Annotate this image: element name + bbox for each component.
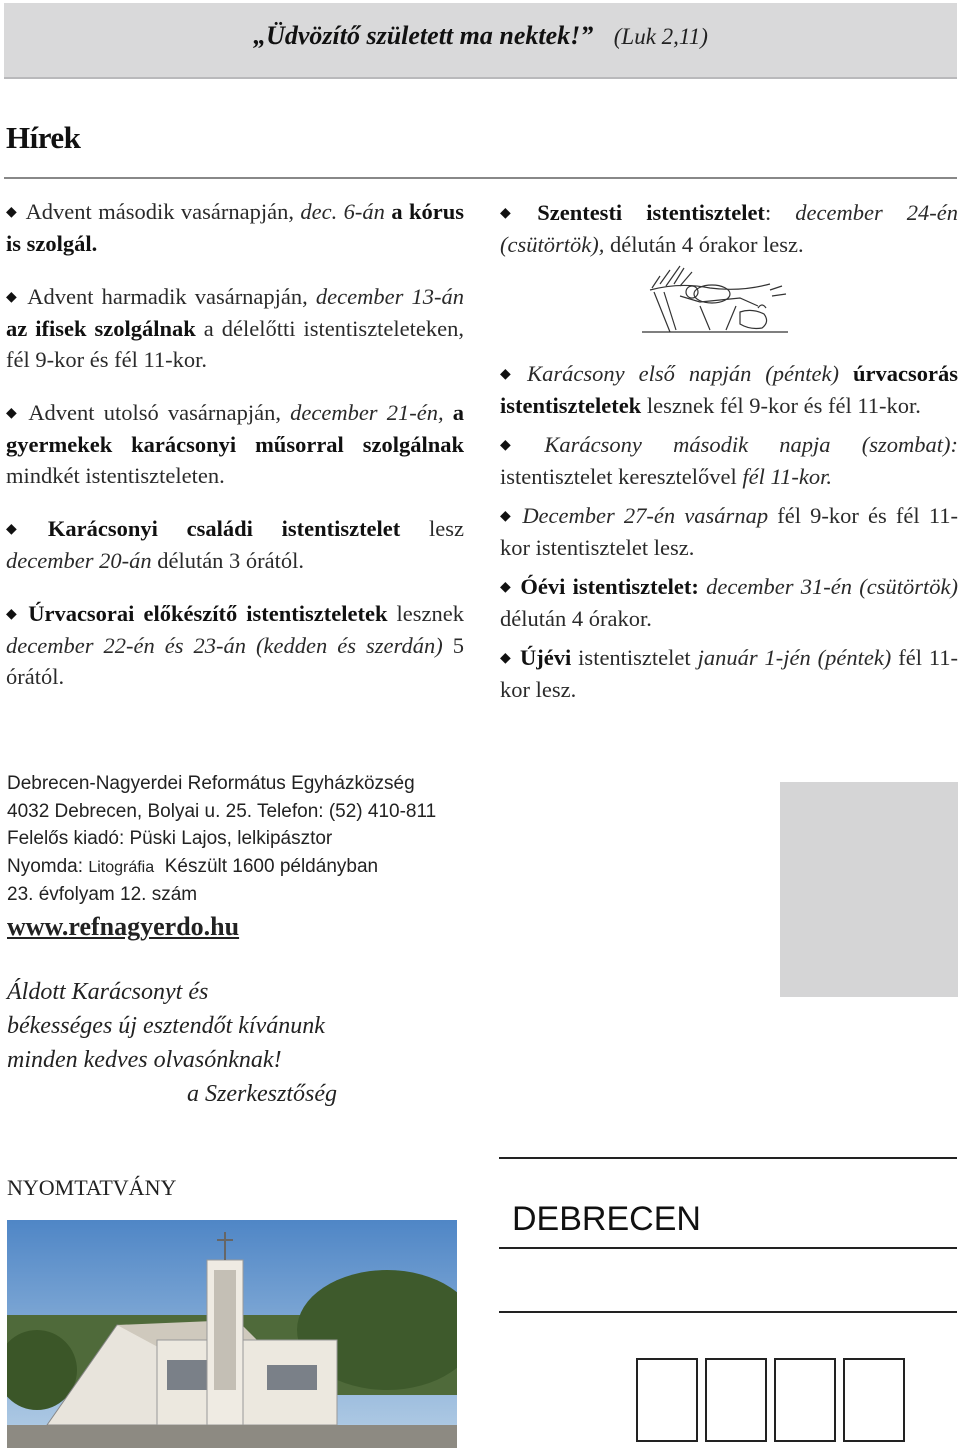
address-line (499, 1157, 957, 1159)
greeting-message (7, 975, 427, 1111)
diamond-bullet-icon: ◆ (500, 651, 513, 666)
greeting-line: minden kedves olvasónknak! (7, 1047, 282, 1073)
church-photo (7, 1220, 457, 1448)
postal-code-box[interactable] (636, 1358, 698, 1442)
form-label: NYOMTATVÁNY (7, 1175, 177, 1200)
quote-banner (4, 3, 957, 79)
banner-quote: „Üdvözítő született ma nektek!” (253, 21, 594, 50)
diamond-bullet-icon: ◆ (500, 509, 515, 524)
news-item: ◆ Karácsony második napja (szombat): istentisztelet keresztelővel fél 11-kor. (500, 432, 958, 489)
news-item: ◆ Advent második vasárnapján, dec. 6-án a kórus is szolgál. (6, 199, 464, 256)
diamond-bullet-icon: ◆ (6, 607, 21, 622)
imprint-line: Debrecen-Nagyerdei Református Egyházközség (7, 773, 415, 794)
imprint-line: Felelős kiadó: Püski Lajos, lelkipásztor (7, 828, 333, 849)
news-item: ◆ Szentesti istentisztelet: december 24-én (csütörtök), délután 4 órakor lesz. (500, 200, 958, 257)
imprint-line: 4032 Debrecen, Bolyai u. 25. Telefon: (52) 410-811 (7, 800, 437, 822)
imprint-line: 23. évfolyam 12. szám (7, 884, 198, 905)
banner-text (4, 21, 957, 51)
address-city: DEBRECEN (512, 1200, 701, 1238)
manger-sketch-icon (640, 262, 790, 338)
news-item: ◆ Advent harmadik vasárnapján, december 13-án az ifisek szolgálnak a délelőtti istentiszteleteken, fél 9-kor és fél 11-kor. (6, 284, 465, 372)
address-line (499, 1247, 957, 1249)
banner-reference: (Luk 2,11) (613, 24, 708, 49)
imprint-line: Nyomda: Litográfia Készült 1600 példányban (7, 855, 379, 877)
news-item: ◆ Óévi istentisztelet: december 31-én (csütörtök) délután 4 órakor. (500, 574, 958, 631)
news-item: ◆ Advent utolsó vasárnapján, december 21-én, a gyermekek karácsonyi műsorral szolgálnak mindkét istentiszteleten. (6, 400, 464, 488)
diamond-bullet-icon: ◆ (500, 367, 520, 382)
news-item: ◆ Karácsony első napján (péntek) úrvacsorás istentiszteletek lesznek fél 9-kor és fél 11-kor. (500, 361, 958, 418)
news-column-left (6, 196, 464, 714)
postage-stamp-area (780, 782, 958, 997)
news-item: ◆ Úrvacsorai előkészítő istentiszteletek lesznek december 22-én és 23-án (kedden és szerdán) 5 órától. (6, 601, 464, 689)
website-link[interactable]: www.refnagyerdo.hu (7, 912, 240, 941)
diamond-bullet-icon: ◆ (500, 580, 513, 595)
section-heading: Hírek (6, 120, 81, 155)
diamond-bullet-icon: ◆ (6, 522, 40, 537)
greeting-signature: a Szerkesztőség (187, 1081, 337, 1107)
news-item: ◆ December 27-én vasárnap fél 9-kor és fél 11-kor istentisztelet lesz. (500, 503, 958, 560)
diamond-bullet-icon: ◆ (6, 406, 21, 421)
postal-code-box[interactable] (843, 1358, 905, 1442)
heading-divider (4, 177, 957, 179)
news-item: ◆ Újévi istentisztelet január 1-jén (péntek) fél 11-kor lesz. (500, 645, 959, 702)
diamond-bullet-icon: ◆ (500, 438, 537, 453)
diamond-bullet-icon: ◆ (500, 206, 530, 221)
publisher-imprint (7, 770, 497, 909)
greeting-line: békességes új esztendőt kívánunk (7, 1013, 325, 1039)
news-item: ◆ Karácsonyi családi istentisztelet lesz december 20-án délután 3 órától. (6, 516, 464, 573)
postal-code-box[interactable] (705, 1358, 767, 1442)
postal-code-box[interactable] (774, 1358, 836, 1442)
diamond-bullet-icon: ◆ (6, 205, 18, 220)
diamond-bullet-icon: ◆ (6, 290, 20, 305)
address-line (499, 1311, 957, 1313)
greeting-line: Áldott Karácsonyt és (7, 979, 209, 1005)
